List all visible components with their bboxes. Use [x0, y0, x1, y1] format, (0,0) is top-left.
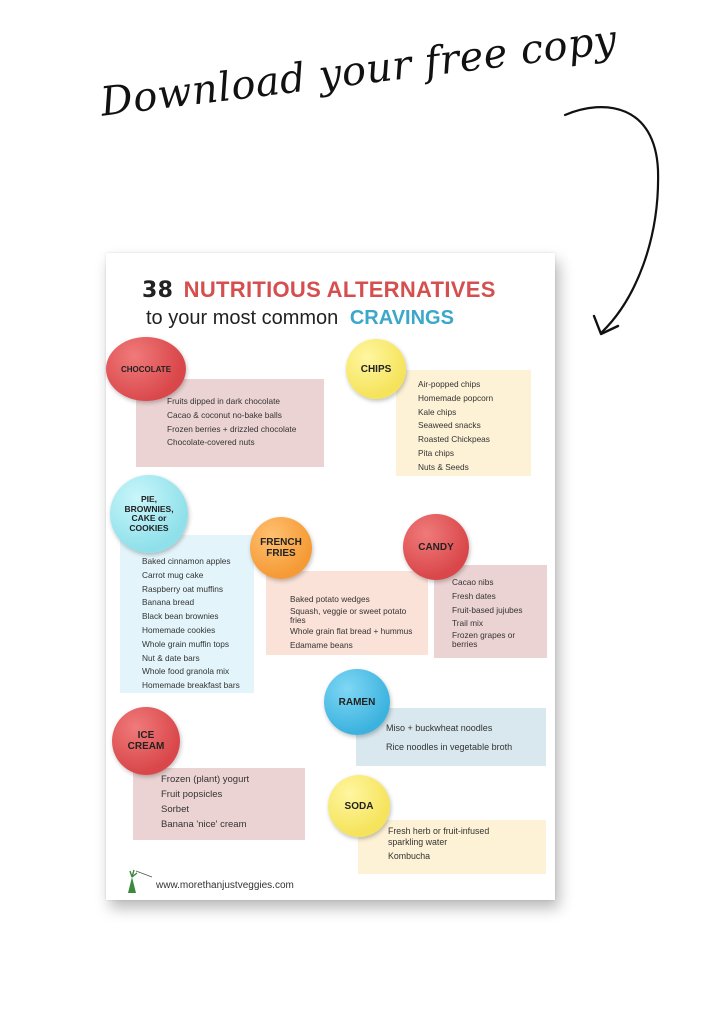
- sheet-subtitle: [146, 307, 454, 330]
- list-item: Homemade breakfast bars: [142, 680, 240, 691]
- list-item: Raspberry oat muffins: [142, 583, 224, 594]
- list-item: Banana 'nice' cream: [161, 819, 247, 830]
- chips-alternatives-box: [396, 370, 531, 476]
- list-item: Pita chips: [418, 447, 454, 458]
- download-headline: Download your free copy: [98, 16, 620, 126]
- list-item: Whole grain muffin tops: [142, 638, 230, 649]
- list-item: fries: [290, 614, 306, 625]
- french-fries-circle-label: FRENCH FRIES: [250, 517, 312, 579]
- baked-goods-alternatives-box: [120, 535, 254, 693]
- list-item: Frozen (plant) yogurt: [161, 774, 250, 785]
- list-item: Fruits dipped in dark chocolate: [167, 396, 280, 406]
- list-item: Chocolate-covered nuts: [167, 437, 255, 448]
- list-item: Carrot mug cake: [142, 569, 204, 580]
- list-item: Edamame beans: [290, 639, 353, 650]
- list-item: Rice noodles in vegetable broth: [386, 742, 513, 752]
- candy-circle-label: CANDY: [403, 514, 469, 580]
- list-item: Baked potato wedges: [290, 594, 370, 604]
- list-item: Whole food granola mix: [142, 666, 230, 677]
- vegetable-logo-icon: [124, 867, 154, 895]
- list-item: Baked cinnamon apples: [142, 556, 231, 566]
- list-item: Homemade popcorn: [418, 392, 494, 403]
- infographic-sheet[interactable]: [106, 253, 555, 900]
- list-item: Nuts & Seeds: [418, 461, 469, 472]
- list-item: Cacao nibs: [452, 577, 494, 587]
- subtitle-prefix: to your most common: [146, 307, 339, 329]
- subtitle-highlight: CRAVINGS: [349, 307, 454, 329]
- soda-alternatives-box: [358, 820, 546, 874]
- list-item: Fresh dates: [452, 590, 496, 601]
- ice-cream-circle-label: ICE CREAM: [112, 707, 180, 775]
- list-item: sparkling water: [388, 837, 448, 847]
- chips-circle-label: CHIPS: [346, 339, 406, 399]
- soda-circle-label: SODA: [328, 775, 390, 837]
- list-item: Frozen grapes or: [452, 630, 516, 641]
- list-item: Roasted Chickpeas: [418, 434, 490, 445]
- curved-arrow-icon: [560, 100, 670, 350]
- footer-website-link[interactable]: www.morethanjustveggies.com: [156, 880, 294, 891]
- list-item: Seaweed snacks: [418, 420, 481, 431]
- sheet-title: [142, 277, 496, 303]
- candy-alternatives-box: [434, 565, 547, 658]
- ramen-circle-label: RAMEN: [324, 669, 390, 735]
- list-item: Fruit popsicles: [161, 789, 223, 800]
- list-item: Banana bread: [142, 597, 195, 608]
- list-item: Miso + buckwheat noodles: [386, 723, 493, 733]
- list-item: Kombucha: [388, 851, 431, 861]
- ice-cream-alternatives-box: [133, 768, 305, 840]
- list-item: Nut & date bars: [142, 652, 200, 663]
- title-main: NUTRITIOUS ALTERNATIVES: [183, 277, 496, 302]
- list-item: Trail mix: [452, 618, 484, 629]
- list-item: Frozen berries + drizzled chocolate: [167, 423, 297, 434]
- list-item: Kale chips: [418, 406, 457, 417]
- list-item: berries: [452, 639, 478, 650]
- list-item: Cacao & coconut no-bake balls: [167, 409, 282, 420]
- list-item: Homemade cookies: [142, 624, 216, 635]
- list-item: Fresh herb or fruit-infused: [388, 826, 490, 836]
- title-number: 38: [142, 278, 174, 303]
- pie-brownies-circle-label: PIE, BROWNIES, CAKE or COOKIES: [110, 475, 188, 553]
- list-item: Sorbet: [161, 804, 189, 815]
- chocolate-circle-label: CHOCOLATE: [106, 337, 186, 401]
- list-item: Fruit-based jujubes: [452, 604, 523, 615]
- list-item: Air-popped chips: [418, 379, 481, 389]
- french-fries-alternatives-box: [266, 571, 428, 655]
- list-item: Squash, veggie or sweet potato: [290, 605, 407, 616]
- list-item: Black bean brownies: [142, 611, 219, 622]
- list-item: Whole grain flat bread + hummus: [290, 625, 413, 636]
